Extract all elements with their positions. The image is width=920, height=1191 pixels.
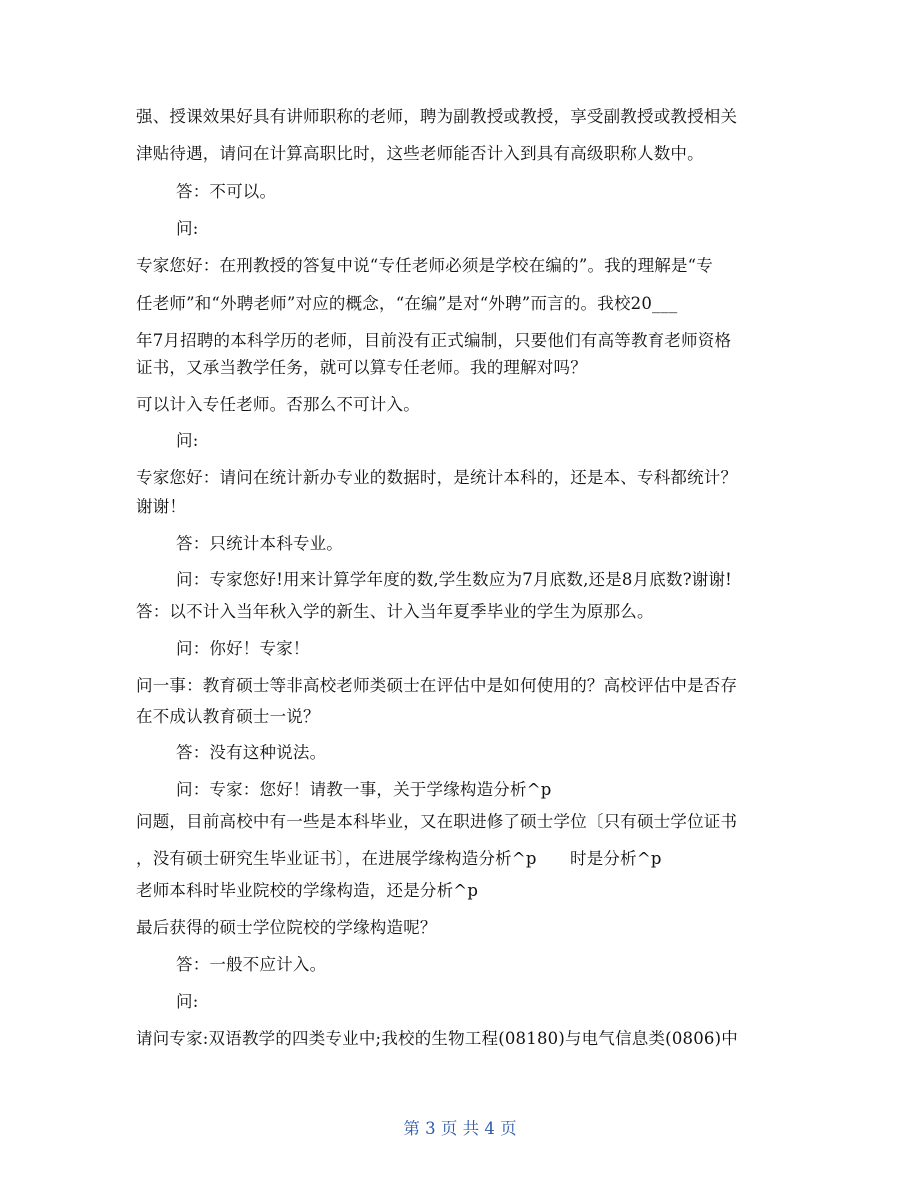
question-line: 问：你好！专家！ [176,639,310,658]
text-line-11: 专家您好：请问在统计新办专业的数据时，是统计本科的，还是本、专科都统计？ [136,468,738,487]
text-line-5: 专家您好：在刑教授的答复中说“专任老师必须是学校在编的”。我的理解是“专 [136,256,714,275]
answer-line: 答：以不计入当年秋入学的新生、计入当年夏季毕业的学生为原那么。 [136,602,654,621]
text-line-24: 最后获得的硕士学位院校的学缘构造呢？ [136,918,437,937]
text-line-2: 津贴待遇，请问在计算高职比时，这些老师能否计入到具有高级职称人数中。 [136,144,704,163]
answer-line: 答：不可以。 [176,182,277,201]
text-line-8: 证书，又承当教学任务，就可以算专任老师。我的理解对吗？ [136,358,587,377]
text-line-9: 可以计入专任老师。否那么不可计入。 [136,395,420,414]
question-label: 问: [176,992,199,1011]
text-line-18: 在不成认教育硕士一说？ [136,707,320,726]
answer-line: 答：没有这种说法。 [176,743,327,762]
question-label: 问: [176,431,199,450]
text-line-17: 问一事：教育硕士等非高校老师类硕士在评估中是如何使用的？高校评估中是否存 [136,676,738,695]
answer-line: 答：一般不应计入。 [176,955,327,974]
text-line-22: ，没有硕士研究生毕业证书〕，在进展学缘构造分析^p 时是分析^p [136,849,662,868]
text-line-12: 谢谢！ [136,497,187,516]
page-footer: 第 3 页 共 4 页 [403,1119,517,1138]
text-line-27: 请问专家:双语教学的四类专业中;我校的生物工程(08180)与电气信息类(0806)中 [136,1029,738,1048]
answer-line: 答：只统计本科专业。 [176,534,343,553]
question-line: 问：专家您好!用来计算学年度的数,学生数应为7月底数,还是8月底数?谢谢! [176,570,732,589]
question-line: 问：专家：您好！请教一事，关于学缘构造分析^p [176,780,552,799]
text-line-21: 问题，目前高校中有一些是本科毕业，又在职进修了硕士学位〔只有硕士学位证书 [136,812,738,831]
text-line-1: 强、授课效果好具有讲师职称的老师，聘为副教授或教授，享受副教授或教授相关 [136,107,738,126]
text-line-6: 任老师”和“外聘老师”对应的概念，“在编”是对“外聘”而言的。我校20___ [136,294,678,313]
text-line-7: 年7月招聘的本科学历的老师，目前没有正式编制，只要他们有高等教育老师资格 [136,331,732,350]
text-line-23: 老师本科时毕业院校的学缘构造，还是分析^p [136,881,479,900]
question-label: 问: [176,219,199,238]
